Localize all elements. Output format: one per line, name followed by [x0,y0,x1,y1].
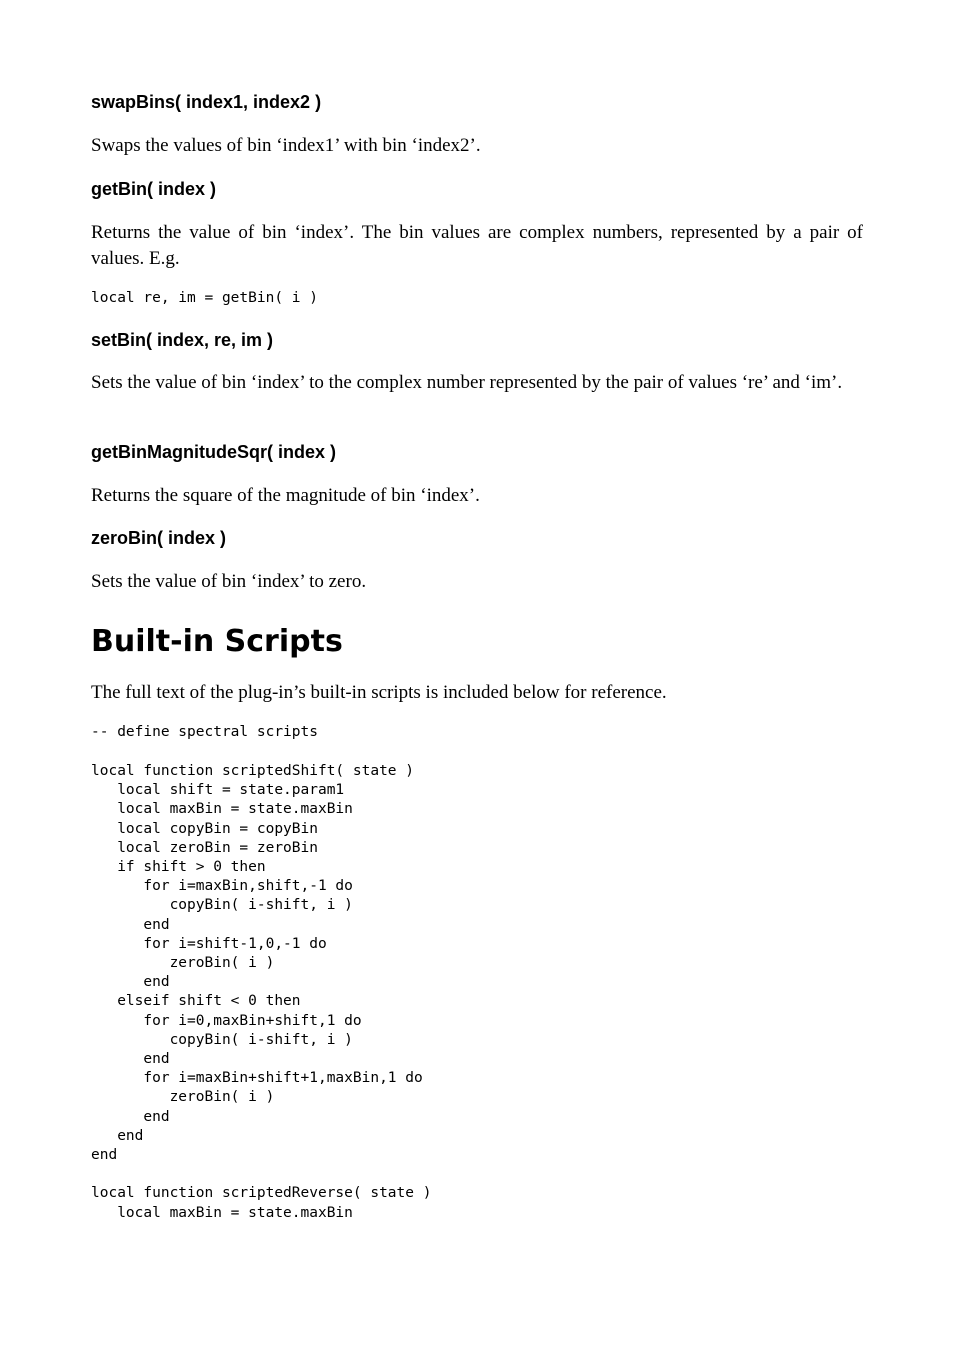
builtin-scripts-code: local function scriptedShift( state ) local shift = state.param1 local maxBin = state.maxBin local copyBin = copyBin local zeroBin = zeroBin if shift > 0 then for i=maxBin,shift,-1 do copyBin( i-shift, i ) end for i=shift-1,0,-1 do zeroBin( i ) end elseif shift < 0 then for i=0,maxBin+shift,1 do copyBin( i-shift, i ) end for i=maxBin+shift+1,maxBin,1 do zeroBin( i ) end end end local function scriptedReverse( state ) local maxBin = state.maxBin [91,763,432,1221]
getbinmagnitudesqr-description: Returns the square of the magnitude of bin ‘index’. [91,485,480,506]
getbinmagnitudesqr-heading: getBinMagnitudeSqr( index ) [91,442,336,462]
builtin-scripts-comment: -- define spectral scripts [91,724,318,740]
swapbins-heading: swapBins( index1, index2 ) [91,92,322,112]
builtin-scripts-title: Built-in Scripts [91,624,343,659]
getbin-heading: getBin( index ) [91,179,216,199]
getbin-description: Returns the value of bin ‘index’. The bin values are complex numbers, represented by a pair of values. E.g. [91,222,863,269]
setbin-description: Sets the value of bin ‘index’ to the complex number represented by the pair of values ‘re’ and ‘im’. [91,372,843,393]
builtin-scripts-intro: The full text of the plug-in’s built-in scripts is included below for reference. [91,682,667,703]
getbin-example-code: local re, im = getBin( i ) [91,290,318,306]
swapbins-description: Swaps the values of bin ‘index1’ with bin ‘index2’. [91,135,481,156]
zerobin-heading: zeroBin( index ) [91,528,227,548]
setbin-heading: setBin( index, re, im ) [91,330,274,350]
zerobin-description: Sets the value of bin ‘index’ to zero. [91,571,367,592]
